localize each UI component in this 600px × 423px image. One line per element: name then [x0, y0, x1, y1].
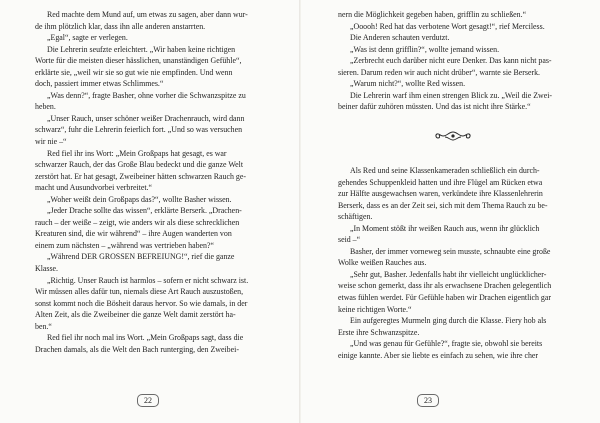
text-line: macht und Ausundvorbei verbreitet.“ [35, 183, 153, 193]
text-line: zerstört hat. Er hat gesagt, Zweibeiner hätten schwarzen Rauch ge- [35, 171, 246, 181]
text-line: seid –“ [338, 235, 361, 245]
text-line: „Zerbrecht euch darüber nicht eure Denker. Das kann nicht pas- [350, 56, 552, 66]
text-line: heben. [35, 102, 56, 112]
text-line: beiner dafür zuhören müssten. Und das ist nicht ihre Stärke.“ [338, 102, 531, 112]
text-line: „Richtig. Unser Rauch ist harmlos – sofern er nicht schwarz ist. [47, 275, 249, 285]
text-line: etwas fühlen werdet. Für Gefühle haben wir Drachen eigentlich gar [338, 293, 551, 303]
text-line: „Was denn?“, fragte Basher, ohne vorher die Schwanzspitze zu [47, 90, 246, 100]
text-line: Alten Zeit, als die Zweibeiner die ganze Welt damit zerstört ha- [35, 310, 236, 320]
text-line: „Jeder Drache sollte das wissen“, erklärte Berserk. „Drachen- [47, 206, 242, 216]
text-line: gehendes Schuppenkleid hatten und ihre Flügel am Rücken etwa [338, 177, 543, 187]
text-line: schwarzer Rauch, der das Große Blau bedeckt und die ganze Welt [35, 160, 244, 170]
text-line: Worte für die meisten dieser hässlichen, unanständigen Gefühle“, [35, 56, 242, 66]
right-page-text-top [338, 9, 568, 113]
text-line: Kreaturen sind, die wir während“ – ihre Augen wanderten von [35, 229, 232, 239]
text-line: Die Lehrerin warf ihm einen strengen Blick zu. „Weil die Zwei- [350, 90, 553, 100]
text-line: Berserk, dass es an der Zeit sei, sich mit dem Thema Rauch zu be- [338, 200, 548, 210]
right-page-text-bottom [338, 165, 568, 361]
text-line: schwarz“, fuhr die Lehrerin feierlich fort. „Und so was versuchen [35, 125, 243, 135]
text-line: Red machte dem Mund auf, um etwas zu sagen, aber dann wur- [47, 10, 248, 19]
text-line: erklärte sie, „weil wir sie so gut wie nie empfinden. Und wenn [35, 67, 233, 77]
text-line: zur Hälfte ausgewachsen waren, verkündete ihre Klassenlehrerin [338, 189, 543, 199]
page-number-left: 22 [137, 394, 159, 407]
section-spacer [338, 153, 568, 165]
page-number-right: 23 [417, 394, 439, 407]
text-line: Wolke weißen Rauches aus. [338, 258, 427, 268]
text-line: sieren. Darum reden wir auch nicht drüber“, warnte sie Berserk. [338, 67, 541, 77]
text-line: Die Lehrerin seufzte erleichtert. „Wir haben keine richtigen [47, 44, 236, 54]
scroll-ornament-icon [338, 130, 568, 153]
text-line: ben.“ [35, 321, 52, 331]
right-page-text [338, 9, 568, 361]
text-line: „Warum nicht?“, wollte Red wissen. [350, 79, 466, 89]
text-line: nern die Möglichkeit gegeben haben, grifflin zu schließen.“ [338, 10, 527, 19]
text-line: rauch – der weiße – zeigt, wie anders wir als diese schrecklichen [35, 217, 240, 227]
text-line: „Ooooh! Red hat das verbotene Wort gesagt!“, rief Merciless. [350, 21, 545, 31]
text-line: „Was ist denn grifflin?“, wollte jemand wissen. [350, 44, 500, 54]
text-line: Red fiel ihr ins Wort: „Mein Großpaps hat gesagt, es war [47, 148, 227, 158]
text-line: Als Red und seine Klassenkameraden schließlich ein durch- [350, 166, 540, 176]
text-line: Red fiel ihr noch mal ins Wort. „Mein Großpaps sagt, dass die [47, 333, 244, 343]
text-line: doch, passiert immer etwas Schlimmes.“ [35, 79, 164, 89]
text-line: „Egal“, sagte er verlegen. [47, 33, 128, 43]
text-line: „Und was genau für Gefühle?“, fragte sie, obwohl sie bereits [350, 339, 543, 349]
text-line: Erste ihre Schwanzspitze. [338, 327, 420, 337]
section-spacer [338, 113, 568, 125]
text-line: „Während DER GROSSEN BEFREIUNG!“, rief die ganze [47, 252, 235, 262]
text-line: Wir müssen alles dafür tun, niemals diese Art Rauch auszustoßen, [35, 287, 244, 297]
text-line: wir nie –“ [35, 137, 67, 147]
text-line: einige kannte. Aber sie liebte es einfach zu sehen, wie ihre cher [338, 350, 539, 360]
text-line: „Unser Rauch, unser schöner weißer Drachenrauch, wird dann [47, 113, 245, 123]
left-page-text [35, 9, 267, 355]
text-line: Klasse. [35, 264, 59, 274]
text-line: keine richtigen Worte.“ [338, 304, 412, 314]
text-line: sonst kommt noch die Bösheit daraus hervor. So wie damals, in der [35, 298, 248, 308]
text-line: weise schon gemerkt, dass ihr als erwachsene Drachen gelegentlich [338, 281, 552, 291]
text-line: de ihm plötzlich klar, dass ihn alle anderen anstarrten. [35, 21, 206, 31]
text-line: Basher, der immer vorneweg sein musste, schnaubte eine große [350, 246, 551, 256]
text-line: „Sehr gut, Basher. Jedenfalls habt ihr vielleicht unglücklicher- [350, 269, 547, 279]
text-line: einem zum nächsten – „während was vertrieben haben?“ [35, 240, 214, 250]
text-line: schäftigen. [338, 212, 373, 222]
text-line: Die Anderen schauten verdutzt. [350, 33, 450, 43]
right-page [300, 0, 600, 423]
text-line: „Woher weißt dein Großpaps das?“, wollte Basher wissen. [47, 194, 232, 204]
text-line: Drachen damals, als die Welt den Bach runterging, den Zweibei- [35, 344, 239, 354]
text-line: „In Moment stößt ihr weißen Rauch aus, wenn ihr glücklich [350, 223, 540, 233]
text-line: Ein aufgeregtes Murmeln ging durch die Klasse. Fiery hob als [350, 316, 547, 326]
